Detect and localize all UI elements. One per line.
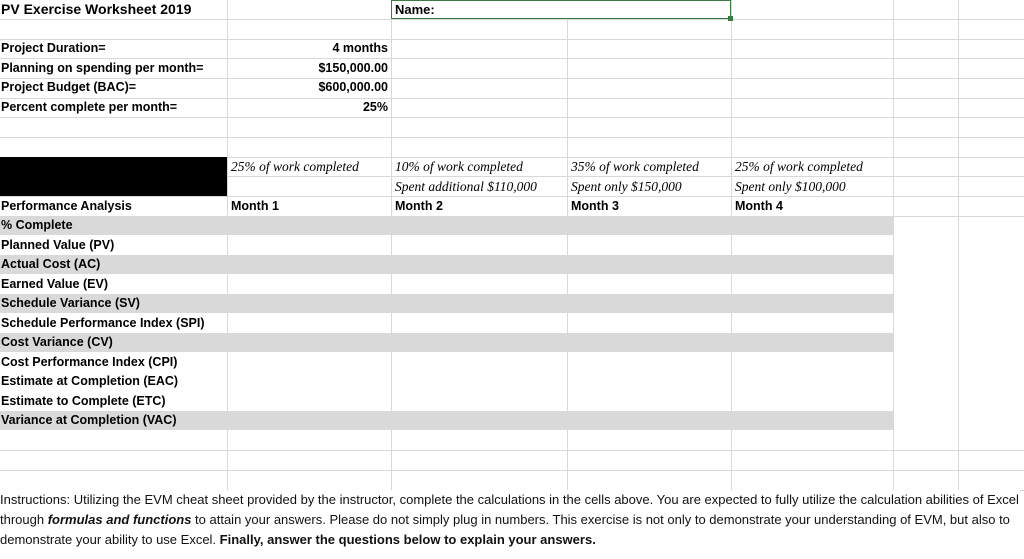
- column-header-month2[interactable]: Month 2: [395, 199, 443, 213]
- month4-spent-note[interactable]: Spent only $100,000: [735, 179, 846, 194]
- row-shade: [0, 333, 893, 352]
- input-value[interactable]: 25%: [362, 100, 388, 114]
- name-label: Name:: [395, 2, 435, 17]
- instructions-text[interactable]: [0, 490, 1020, 550]
- input-label[interactable]: Planning on spending per month=: [1, 61, 204, 75]
- month3-spent-note[interactable]: Spent only $150,000: [571, 179, 682, 194]
- input-label[interactable]: Project Duration=: [1, 41, 106, 55]
- instructions-emphasis: formulas and functions: [47, 512, 192, 527]
- performance-analysis-header[interactable]: Performance Analysis: [1, 199, 132, 213]
- row-shade: [0, 255, 893, 274]
- row-label[interactable]: Earned Value (EV): [1, 277, 108, 291]
- instructions-part2: to attain your answers. Please do not simply plug in numbers. This exercise is not only to demonstrate your understanding of EVM, but also to demonstrate your ability to use Excel.: [0, 512, 1010, 547]
- input-value[interactable]: $150,000.00: [318, 61, 388, 75]
- month1-note[interactable]: 25% of work completed: [231, 159, 359, 174]
- row-label[interactable]: Planned Value (PV): [1, 238, 115, 252]
- instructions-final: Finally, answer the questions below to explain your answers.: [219, 532, 596, 547]
- input-label[interactable]: Project Budget (BAC)=: [1, 80, 137, 94]
- name-cell-selected[interactable]: [391, 0, 731, 19]
- fill-handle[interactable]: [728, 16, 733, 21]
- instructions-part1: Instructions: Utilizing the EVM cheat sheet provided by the instructor, complete the calculations in the cells above. You are expected to fully utilize the calculation abilities of Excel through: [0, 492, 1019, 527]
- row-shade: [0, 216, 893, 235]
- row-label[interactable]: % Complete: [1, 218, 73, 232]
- row-label[interactable]: Cost Performance Index (CPI): [1, 355, 178, 369]
- sheet-title[interactable]: PV Exercise Worksheet 2019: [1, 1, 192, 17]
- row-label[interactable]: Estimate at Completion (EAC): [1, 374, 179, 388]
- column-header-month1[interactable]: Month 1: [231, 199, 279, 213]
- month2-spent-note[interactable]: Spent additional $110,000: [395, 179, 537, 194]
- row-label[interactable]: Cost Variance (CV): [1, 335, 113, 349]
- row-label[interactable]: Schedule Variance (SV): [1, 296, 140, 310]
- input-value[interactable]: 4 months: [332, 41, 388, 55]
- column-header-month3[interactable]: Month 3: [571, 199, 619, 213]
- input-label[interactable]: Percent complete per month=: [1, 100, 178, 114]
- redacted-cell: [0, 157, 227, 196]
- month4-note[interactable]: 25% of work completed: [735, 159, 863, 174]
- month2-note[interactable]: 10% of work completed: [395, 159, 523, 174]
- column-header-month4[interactable]: Month 4: [735, 199, 783, 213]
- row-label[interactable]: Actual Cost (AC): [1, 257, 101, 271]
- row-label[interactable]: Schedule Performance Index (SPI): [1, 316, 205, 330]
- row-label[interactable]: Estimate to Complete (ETC): [1, 394, 166, 408]
- input-value[interactable]: $600,000.00: [318, 80, 388, 94]
- row-label[interactable]: Variance at Completion (VAC): [1, 413, 177, 427]
- month3-note[interactable]: 35% of work completed: [571, 159, 699, 174]
